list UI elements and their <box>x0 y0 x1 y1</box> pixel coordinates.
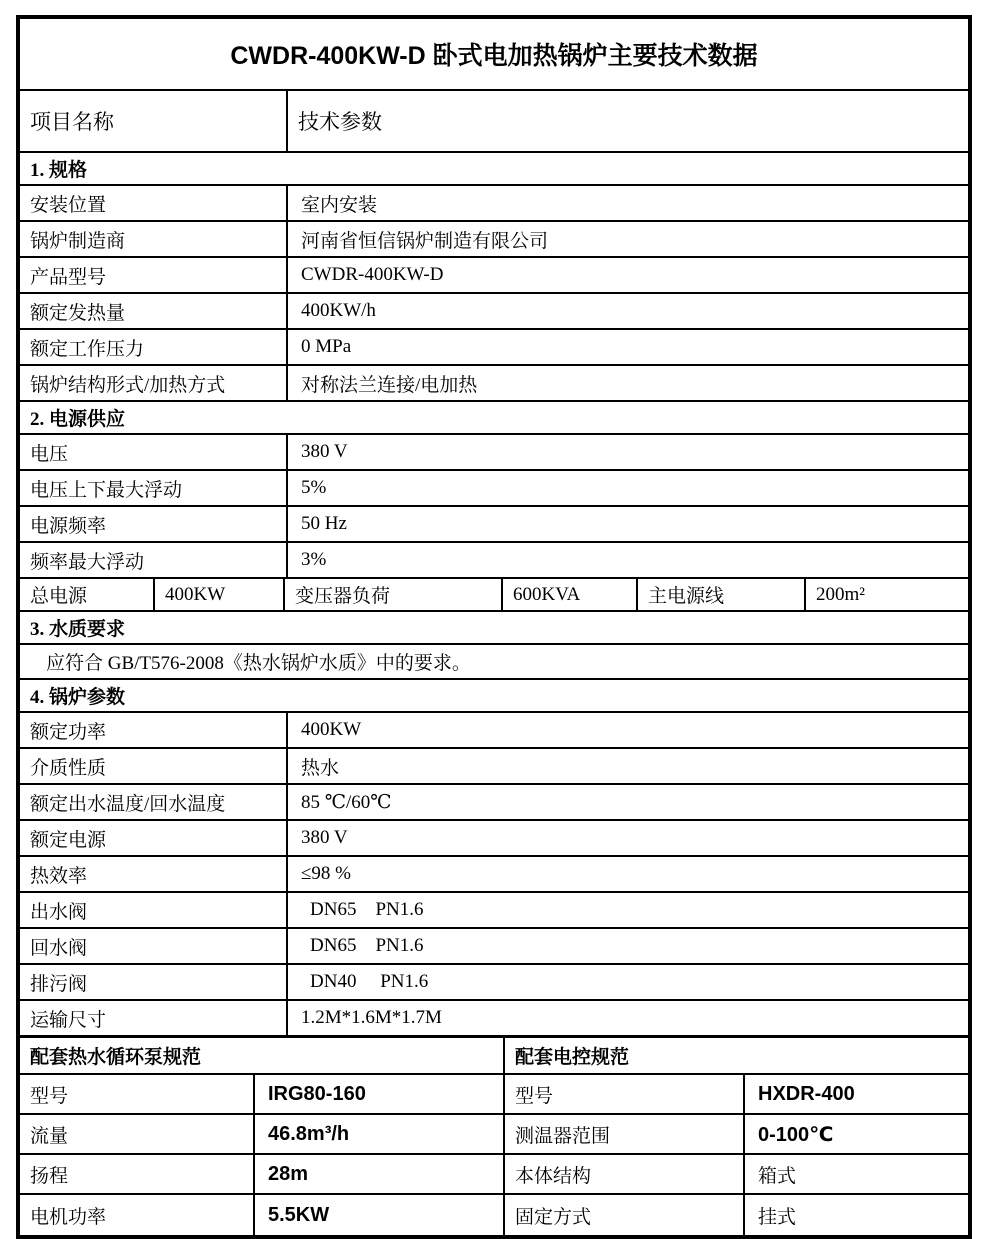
row-label: 锅炉制造商 <box>20 222 288 256</box>
water-quality-note: 应符合 GB/T576-2008《热水锅炉水质》中的要求。 <box>46 653 471 674</box>
row-value: 5% <box>301 477 327 498</box>
table-row <box>20 1001 968 1037</box>
row-value: 对称法兰连接/电加热 <box>301 374 478 396</box>
control-row-value: 箱式 <box>758 1165 797 1187</box>
main-power-line-value: 200m² <box>816 583 865 605</box>
row-label: 运输尺寸 <box>20 1001 288 1035</box>
table-row <box>20 222 968 258</box>
row-value: 0 MPa <box>301 336 352 357</box>
row-label: 频率最大浮动 <box>20 543 288 577</box>
row-value: 室内安装 <box>301 194 378 216</box>
table-row <box>20 857 968 893</box>
pump-row-value: IRG80-160 <box>255 1075 505 1113</box>
table-row <box>20 543 968 579</box>
row-label: 额定出水温度/回水温度 <box>20 785 288 819</box>
table-row <box>20 471 968 507</box>
table-row <box>20 507 968 543</box>
power-total-row <box>20 579 968 612</box>
row-label: 电压 <box>20 435 288 469</box>
pump-row-value: 46.8m³/h <box>255 1115 505 1153</box>
row-value: 1.2M*1.6M*1.7M <box>301 1007 442 1028</box>
row-label: 安装位置 <box>20 186 288 220</box>
pump-row-label: 流量 <box>20 1115 255 1153</box>
table-row <box>20 749 968 785</box>
pump-row-value: 5.5KW <box>255 1195 505 1235</box>
row-value: DN40 PN1.6 <box>310 971 429 992</box>
table-row <box>20 330 968 366</box>
section-heading-boiler <box>20 680 968 713</box>
control-row-label: 测温器范围 <box>505 1115 745 1153</box>
water-quality-note-row <box>20 645 968 680</box>
total-power-label: 总电源 <box>20 579 155 610</box>
row-label: 出水阀 <box>20 893 288 927</box>
row-value: DN65 PN1.6 <box>310 935 424 956</box>
row-value: ≤98 % <box>301 863 352 884</box>
row-value: 400KW/h <box>301 300 376 321</box>
column-header-row <box>20 91 968 153</box>
section-heading-label: 4. 锅炉参数 <box>30 687 126 708</box>
control-spec-heading: 配套电控规范 <box>515 1047 630 1068</box>
accessories-row <box>20 1155 968 1195</box>
row-label: 产品型号 <box>20 258 288 292</box>
row-label: 额定功率 <box>20 713 288 747</box>
row-value: 河南省恒信锅炉制造有限公司 <box>301 230 549 252</box>
total-power-value: 400KW <box>155 579 285 610</box>
row-label: 额定工作压力 <box>20 330 288 364</box>
table-row <box>20 965 968 1001</box>
section-heading-label: 3. 水质要求 <box>30 619 126 640</box>
section-heading-power <box>20 402 968 435</box>
accessories-row <box>20 1075 968 1115</box>
table-row <box>20 186 968 222</box>
section-heading-spec <box>20 153 968 186</box>
row-value: 400KW <box>301 719 362 740</box>
pump-row-label: 电机功率 <box>20 1195 255 1235</box>
pump-spec-heading: 配套热水循环泵规范 <box>20 1038 505 1073</box>
column-header-item-name: 项目名称 <box>20 91 288 151</box>
row-value: 热水 <box>301 757 340 779</box>
column-header-tech-param: 技术参数 <box>298 110 382 134</box>
title-row <box>20 19 968 91</box>
control-row-label: 本体结构 <box>505 1155 745 1193</box>
technical-data-table <box>16 15 972 1239</box>
table-row <box>20 821 968 857</box>
section-heading-label: 2. 电源供应 <box>30 409 126 430</box>
pump-row-label: 型号 <box>20 1075 255 1113</box>
control-row-value: HXDR-400 <box>758 1082 855 1105</box>
pump-row-label: 扬程 <box>20 1155 255 1193</box>
row-label: 热效率 <box>20 857 288 891</box>
row-label: 额定电源 <box>20 821 288 855</box>
table-row <box>20 366 968 402</box>
row-label: 回水阀 <box>20 929 288 963</box>
section-heading-water <box>20 612 968 645</box>
row-label: 电源频率 <box>20 507 288 541</box>
row-value: 85 ℃/60℃ <box>301 791 392 813</box>
row-value: 3% <box>301 549 327 570</box>
main-power-line-label: 主电源线 <box>638 579 806 610</box>
row-label: 排污阀 <box>20 965 288 999</box>
row-value: 50 Hz <box>301 513 347 534</box>
control-row-value: 0-100℃ <box>758 1123 834 1146</box>
control-row-label: 型号 <box>505 1075 745 1113</box>
control-row-label: 固定方式 <box>505 1195 745 1235</box>
table-row <box>20 435 968 471</box>
section-heading-label: 1. 规格 <box>30 160 88 181</box>
accessories-row <box>20 1195 968 1235</box>
row-label: 介质性质 <box>20 749 288 783</box>
table-row <box>20 929 968 965</box>
transformer-load-label: 变压器负荷 <box>285 579 503 610</box>
row-label: 电压上下最大浮动 <box>20 471 288 505</box>
row-value: DN65 PN1.6 <box>310 899 424 920</box>
table-row <box>20 294 968 330</box>
table-row <box>20 258 968 294</box>
control-row-value: 挂式 <box>758 1206 797 1228</box>
row-value: 380 V <box>301 827 348 848</box>
accessories-heading-row <box>20 1037 968 1075</box>
table-row <box>20 785 968 821</box>
table-row <box>20 713 968 749</box>
page-title: CWDR-400KW-D 卧式电加热锅炉主要技术数据 <box>230 42 758 70</box>
accessories-row <box>20 1115 968 1155</box>
table-row <box>20 893 968 929</box>
row-label: 锅炉结构形式/加热方式 <box>20 366 288 400</box>
pump-row-value: 28m <box>255 1155 505 1193</box>
row-value: 380 V <box>301 441 348 462</box>
transformer-load-value: 600KVA <box>503 579 638 610</box>
row-label: 额定发热量 <box>20 294 288 328</box>
row-value: CWDR-400KW-D <box>301 264 444 285</box>
